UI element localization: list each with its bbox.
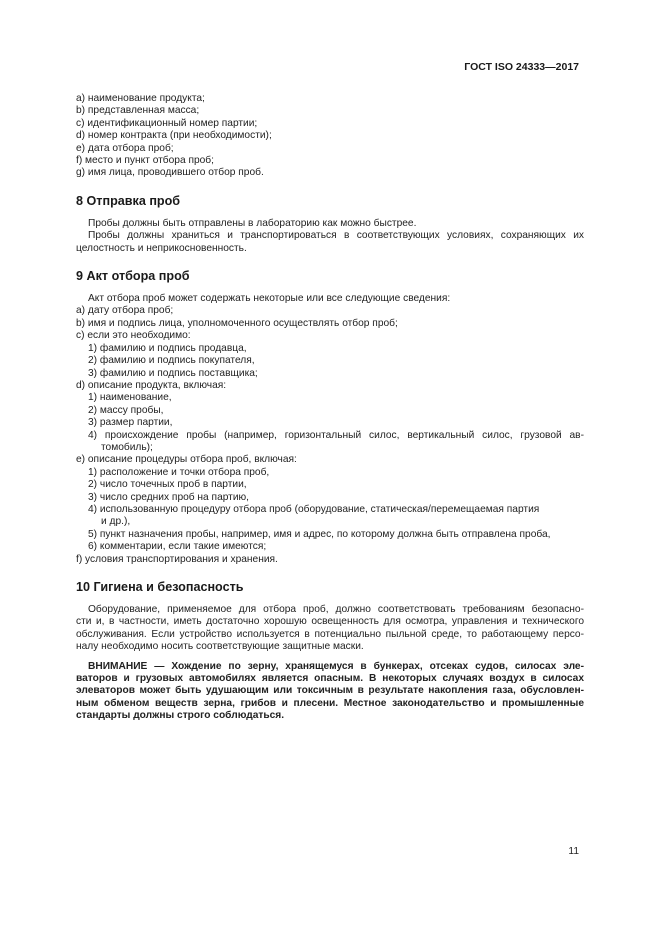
sub-list-item: 2) число точечных проб в партии,	[88, 479, 247, 491]
sub-list-item: 1) наименование,	[88, 392, 172, 404]
paragraph-line: налу необходимо носить соответствующие защитные маски.	[76, 641, 364, 653]
page-content	[76, 93, 584, 723]
standard-header: ГОСТ ISO 24333—2017	[464, 61, 579, 73]
paragraph-line: целостность и неприкосновенность.	[76, 242, 247, 254]
list-item: f) место и пункт отбора проб;	[76, 155, 214, 167]
list-item: e) дата отбора проб;	[76, 142, 174, 154]
list-item: d) номер контракта (при необходимости);	[76, 130, 272, 142]
warning-line: ваторов и грузовых автомобилях является опасным. В некоторых случаях воздух в силосах	[76, 673, 584, 685]
warning-block	[76, 661, 584, 723]
list-item: a) дату отбора проб;	[76, 305, 174, 317]
section-8-body	[76, 218, 584, 255]
warning-line: стандарты должны строго соблюдаться.	[76, 710, 285, 722]
sub-list-item: 1) фамилию и подпись продавца,	[88, 342, 247, 354]
paragraph-line: Оборудование, применяемое для отбора проб, должно соответствовать требованиям безопасно-	[88, 604, 584, 615]
list-item: b) представленная масса;	[76, 105, 200, 117]
list-item: a) наименование продукта;	[76, 93, 205, 104]
section-9	[76, 269, 584, 566]
section-8	[76, 194, 584, 255]
section-9-body	[76, 293, 584, 566]
section-10-title: 10 Гигиена и безопасность	[76, 580, 244, 594]
warning-line: ВНИМАНИЕ — Хождение по зерну, хранящемуся в бункерах, отсеках судов, силосах эле-	[88, 660, 584, 672]
paragraph: Пробы должны быть отправлены в лабораторию как можно быстрее.	[88, 217, 417, 229]
paragraph: Акт отбора проб может содержать некоторые или все следующие сведения:	[88, 293, 451, 305]
list-item: b) имя и подпись лица, уполномоченного осуществлять отбор проб;	[76, 317, 398, 329]
intro-list	[76, 93, 584, 180]
sub-list-item: 2) фамилию и подпись покупателя,	[88, 355, 255, 367]
warning-line: элеваторов может быть удушающим или токсичным в результате накопления газа, обусловлен-	[76, 685, 584, 697]
section-10-body	[76, 604, 584, 723]
sub-list-item: 4) использованную процедуру отбора проб (оборудование, статическая/перемещаемая партия	[88, 503, 540, 515]
paragraph-line: обслуживания. Если устройство используется в потенциально пыльной среде, то работающему персо-	[76, 628, 584, 640]
section-9-title: 9 Акт отбора проб	[76, 269, 190, 284]
sub-list-item-continuation: томобиль);	[101, 441, 153, 453]
sub-list-item: 2) массу пробы,	[88, 404, 164, 416]
list-item: c) если это необходимо:	[76, 330, 191, 342]
sub-list-item-continuation: и др.),	[101, 516, 131, 528]
sub-list-item: 1) расположение и точки отбора проб,	[88, 466, 270, 478]
list-item: c) идентификационный номер партии;	[76, 117, 258, 129]
sub-list-item: 3) размер партии,	[88, 417, 173, 429]
sub-list-item: 6) комментарии, если такие имеются;	[88, 541, 267, 553]
sub-list-item: 4) происхождение пробы (например, горизонтальный силос, вертикальный силос, грузовой ав-	[88, 429, 584, 441]
list-item: g) имя лица, проводившего отбор проб.	[76, 167, 264, 179]
paragraph-line: сти и, в частности, иметь достаточно хорошую освещенность для осмотра, управления и технического	[76, 616, 584, 628]
paragraph-line: Пробы должны храниться и транспортироваться в соответствующих условиях, сохраняющих их	[88, 230, 584, 242]
sub-list-item: 3) фамилию и подпись поставщика;	[88, 367, 258, 379]
list-item: e) описание процедуры отбора проб, включая:	[76, 454, 297, 466]
list-item: d) описание продукта, включая:	[76, 379, 227, 391]
sub-list-item: 5) пункт назначения пробы, например, имя и адрес, по которому должна быть отправлена проба,	[88, 528, 551, 540]
section-10	[76, 580, 584, 723]
page-number: 11	[568, 846, 579, 857]
sub-list-item: 3) число средних проб на партию,	[88, 491, 250, 503]
warning-line: ным обменом веществ зерна, грибов и плесени. Местное законодательство и промышленные	[76, 697, 584, 709]
section-8-title: 8 Отправка проб	[76, 193, 181, 208]
list-item: f) условия транспортирования и хранения.	[76, 553, 278, 565]
